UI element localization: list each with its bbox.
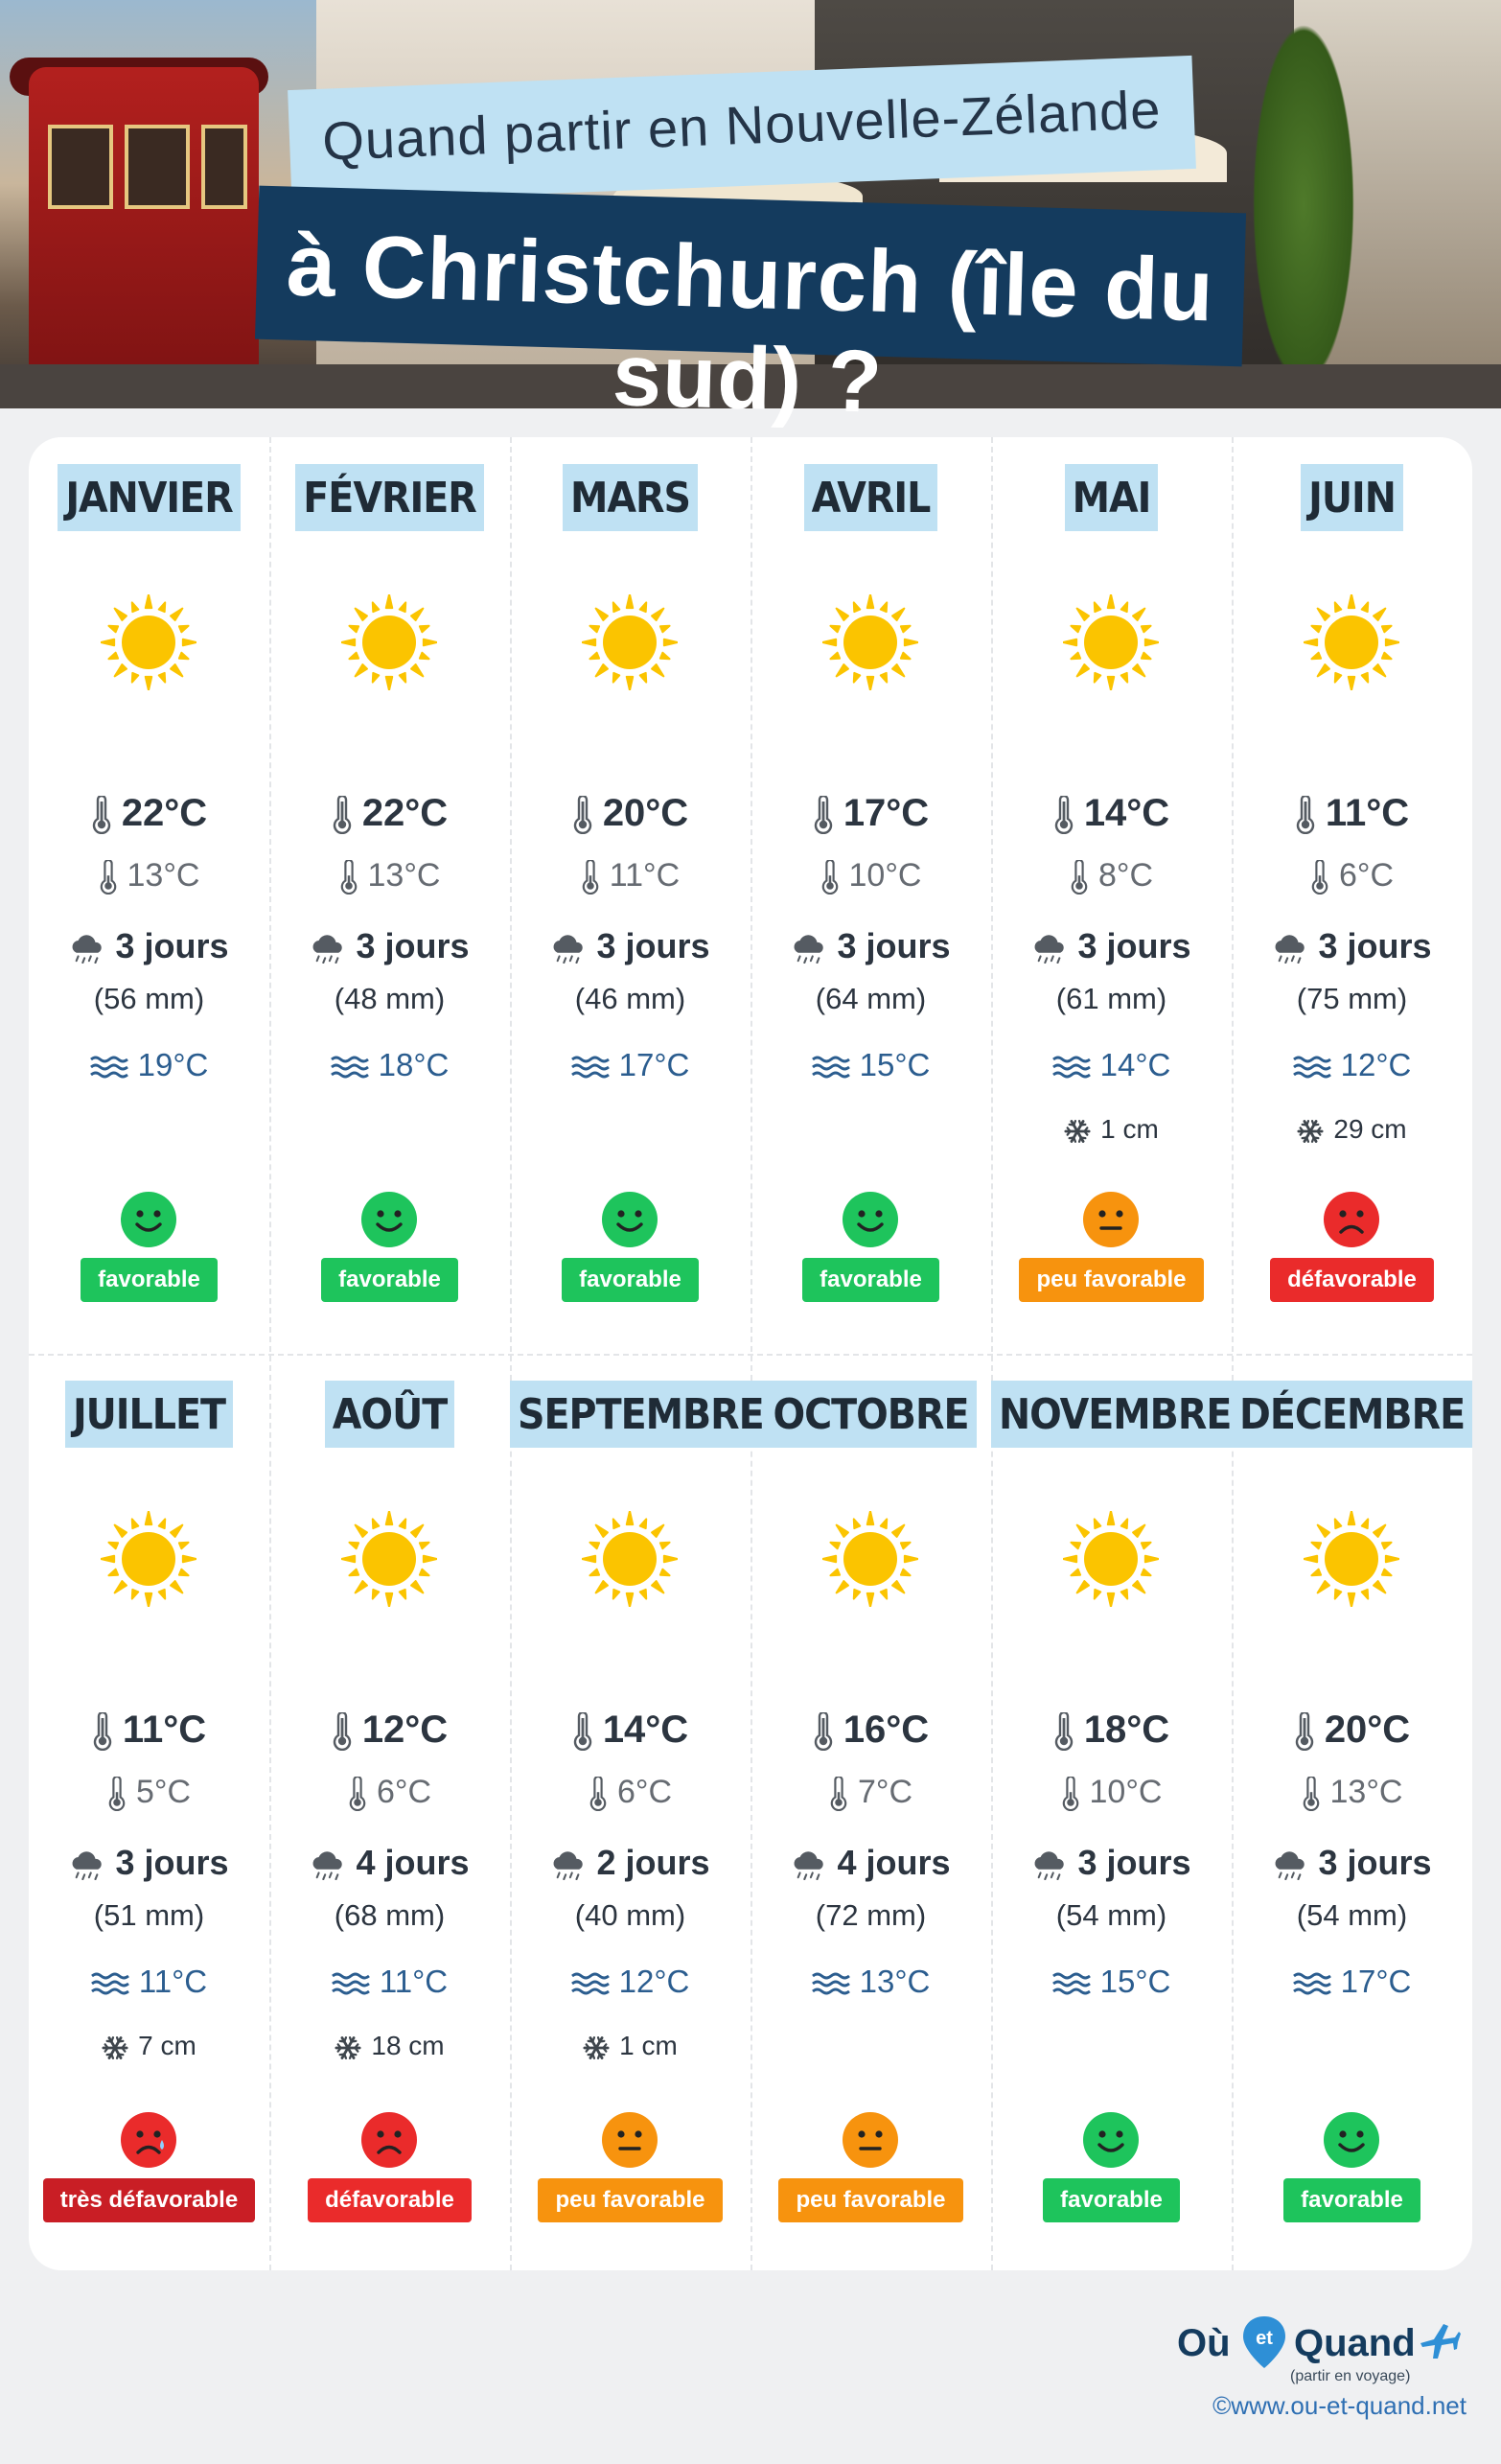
thermometer-full-icon — [572, 1712, 593, 1751]
map-pin-icon — [1240, 2314, 1288, 2370]
waves-icon — [1052, 1056, 1091, 1079]
thermometer-low-icon — [1302, 1777, 1321, 1811]
rating-badge: peu favorable — [778, 2178, 962, 2222]
rain-cloud-icon — [550, 933, 587, 964]
rain-cloud-icon — [1272, 1849, 1308, 1880]
min-temperature: 13°C — [1232, 1774, 1472, 1811]
happy-face-icon — [360, 1191, 418, 1248]
snowflake-icon — [1064, 1118, 1091, 1145]
rain-days: 4 jours — [750, 1843, 991, 1883]
max-temperature: 12°C — [269, 1709, 510, 1752]
max-temperature: 17°C — [750, 792, 991, 835]
rain-cloud-icon — [69, 1849, 105, 1880]
rain-amount: (75 mm) — [1296, 982, 1408, 1015]
happy-face-icon — [1082, 2111, 1140, 2169]
rain-days: 2 jours — [510, 1843, 750, 1883]
rain-cloud-icon — [310, 1849, 346, 1880]
max-temperature: 20°C — [510, 792, 750, 835]
rain-cloud-icon — [791, 933, 827, 964]
month-column — [750, 437, 991, 1354]
neutral-face-icon — [1082, 1191, 1140, 1248]
sun-icon — [1063, 594, 1159, 690]
min-temperature: 6°C — [1232, 857, 1472, 895]
month-column — [510, 437, 750, 1354]
thermometer-low-icon — [107, 1777, 127, 1811]
website-url[interactable]: ©www.ou-et-quand.net — [1212, 2391, 1466, 2420]
max-temperature: 18°C — [991, 1709, 1232, 1752]
thermometer-full-icon — [1295, 796, 1316, 834]
ou-et-quand-logo[interactable] — [1177, 2313, 1465, 2389]
sea-temperature: 13°C — [750, 1964, 991, 2000]
month-column — [991, 1354, 1232, 2270]
logo-word-quand: Quand — [1294, 2322, 1416, 2364]
rain-amount: (48 mm) — [334, 982, 446, 1015]
sea-temperature: 11°C — [269, 1964, 510, 2000]
min-temperature: 8°C — [991, 857, 1232, 895]
min-temperature: 6°C — [269, 1774, 510, 1811]
sea-temperature: 12°C — [1232, 1047, 1472, 1083]
thermometer-full-icon — [572, 796, 593, 834]
rain-days: 3 jours — [510, 926, 750, 966]
neutral-face-icon — [842, 2111, 899, 2169]
sun-icon — [341, 594, 437, 690]
waves-icon — [332, 1972, 370, 1995]
climate-calendar-card — [29, 437, 1472, 2270]
thermometer-low-icon — [348, 1777, 367, 1811]
waves-icon — [1293, 1056, 1331, 1079]
max-temperature: 20°C — [1232, 1709, 1472, 1752]
month-name: AVRIL — [804, 464, 938, 531]
sad-face-icon — [360, 2111, 418, 2169]
rating-badge: favorable — [1283, 2178, 1420, 2222]
month-column — [1232, 437, 1472, 1354]
rating-badge: peu favorable — [1019, 1258, 1203, 1302]
thermometer-full-icon — [1053, 796, 1074, 834]
title-line-1: Quand partir en Nouvelle-Zélande — [288, 56, 1196, 203]
month-name: MARS — [563, 464, 698, 531]
happy-face-icon — [1323, 2111, 1380, 2169]
rain-amount: (61 mm) — [1055, 982, 1167, 1015]
logo-tagline: (partir en voyage) — [1290, 2368, 1411, 2384]
sea-temperature: 14°C — [991, 1047, 1232, 1083]
waves-icon — [90, 1056, 128, 1079]
min-temperature: 10°C — [991, 1774, 1232, 1811]
month-name: NOVEMBRE — [991, 1381, 1238, 1448]
sea-temperature: 17°C — [1232, 1964, 1472, 2000]
rain-amount: (51 mm) — [93, 1898, 205, 1932]
month-column — [29, 1354, 269, 2270]
snowfall: 18 cm — [269, 2031, 510, 2061]
rain-amount: (56 mm) — [93, 982, 205, 1015]
rain-amount: (72 mm) — [815, 1898, 927, 1932]
month-name: JANVIER — [58, 464, 240, 531]
month-column — [1232, 1354, 1472, 2270]
thermometer-full-icon — [813, 796, 834, 834]
rain-cloud-icon — [1031, 933, 1068, 964]
month-name: FÉVRIER — [295, 464, 483, 531]
title-line-2: à Christchurch (île du sud) ? — [255, 186, 1246, 367]
month-name: SEPTEMBRE — [510, 1381, 772, 1448]
rain-days: 3 jours — [991, 1843, 1232, 1883]
thermometer-low-icon — [589, 1777, 608, 1811]
rating-badge: favorable — [802, 1258, 939, 1302]
snowflake-icon — [583, 2034, 610, 2061]
rating-badge: défavorable — [308, 2178, 472, 2222]
waves-icon — [571, 1056, 610, 1079]
thermometer-low-icon — [820, 860, 840, 895]
thermometer-low-icon — [1061, 1777, 1080, 1811]
rain-days: 3 jours — [1232, 1843, 1472, 1883]
snowfall: 1 cm — [991, 1114, 1232, 1145]
rain-days: 4 jours — [269, 1843, 510, 1883]
rating-badge: favorable — [321, 1258, 458, 1302]
sea-temperature: 11°C — [29, 1964, 269, 2000]
min-temperature: 13°C — [29, 857, 269, 895]
waves-icon — [812, 1056, 850, 1079]
sea-temperature: 12°C — [510, 1964, 750, 2000]
rain-cloud-icon — [550, 1849, 587, 1880]
rain-amount: (40 mm) — [574, 1898, 686, 1932]
thermometer-low-icon — [581, 860, 600, 895]
crying-face-icon — [120, 2111, 177, 2169]
rain-amount: (46 mm) — [574, 982, 686, 1015]
happy-face-icon — [120, 1191, 177, 1248]
max-temperature: 11°C — [29, 1709, 269, 1752]
waves-icon — [91, 1972, 129, 1995]
sun-icon — [341, 1511, 437, 1607]
neutral-face-icon — [601, 2111, 658, 2169]
thermometer-full-icon — [1294, 1712, 1315, 1751]
max-temperature: 22°C — [29, 792, 269, 835]
logo-word-et: et — [1256, 2328, 1273, 2349]
thermometer-low-icon — [1070, 860, 1089, 895]
snowflake-icon — [1297, 1118, 1324, 1145]
max-temperature: 16°C — [750, 1709, 991, 1752]
snowfall: 7 cm — [29, 2031, 269, 2061]
rating-badge: très défavorable — [43, 2178, 255, 2222]
sun-icon — [822, 594, 918, 690]
sea-temperature: 19°C — [29, 1047, 269, 1083]
sun-icon — [582, 594, 678, 690]
thermometer-full-icon — [813, 1712, 834, 1751]
max-temperature: 22°C — [269, 792, 510, 835]
month-column — [991, 437, 1232, 1354]
rain-amount: (54 mm) — [1055, 1898, 1167, 1932]
thermometer-low-icon — [829, 1777, 848, 1811]
waves-icon — [1293, 1972, 1331, 1995]
happy-face-icon — [842, 1191, 899, 1248]
min-temperature: 5°C — [29, 1774, 269, 1811]
happy-face-icon — [601, 1191, 658, 1248]
waves-icon — [571, 1972, 610, 1995]
thermometer-low-icon — [1310, 860, 1329, 895]
rating-badge: favorable — [81, 1258, 218, 1302]
rating-badge: favorable — [562, 1258, 699, 1302]
rain-cloud-icon — [1031, 1849, 1068, 1880]
airplane-icon — [1417, 2318, 1461, 2362]
thermometer-low-icon — [99, 860, 118, 895]
rating-badge: peu favorable — [538, 2178, 722, 2222]
tram-image — [29, 67, 259, 408]
rain-cloud-icon — [310, 933, 346, 964]
min-temperature: 13°C — [269, 857, 510, 895]
thermometer-full-icon — [92, 1712, 113, 1751]
sun-icon — [582, 1511, 678, 1607]
month-column — [269, 1354, 510, 2270]
snowflake-icon — [335, 2034, 361, 2061]
rating-badge: défavorable — [1270, 1258, 1434, 1302]
month-column — [750, 1354, 991, 2270]
waves-icon — [812, 1972, 850, 1995]
waves-icon — [331, 1056, 369, 1079]
rating-badge: favorable — [1043, 2178, 1180, 2222]
sea-temperature: 18°C — [269, 1047, 510, 1083]
rain-days: 3 jours — [29, 1843, 269, 1883]
thermometer-full-icon — [332, 796, 353, 834]
sun-icon — [1304, 594, 1399, 690]
month-name: JUIN — [1301, 464, 1403, 531]
min-temperature: 7°C — [750, 1774, 991, 1811]
min-temperature: 6°C — [510, 1774, 750, 1811]
sun-icon — [101, 594, 196, 690]
sea-temperature: 15°C — [750, 1047, 991, 1083]
rain-cloud-icon — [1272, 933, 1308, 964]
snowflake-icon — [102, 2034, 128, 2061]
sun-icon — [822, 1511, 918, 1607]
rain-amount: (64 mm) — [815, 982, 927, 1015]
rain-amount: (54 mm) — [1296, 1898, 1408, 1932]
rain-days: 3 jours — [29, 926, 269, 966]
rain-days: 3 jours — [991, 926, 1232, 966]
rain-cloud-icon — [791, 1849, 827, 1880]
rain-days: 3 jours — [269, 926, 510, 966]
thermometer-full-icon — [1053, 1712, 1074, 1751]
sea-temperature: 17°C — [510, 1047, 750, 1083]
sun-icon — [101, 1511, 196, 1607]
month-name: OCTOBRE — [765, 1381, 976, 1448]
month-name: AOÛT — [325, 1381, 454, 1448]
month-name: DÉCEMBRE — [1232, 1381, 1472, 1448]
max-temperature: 14°C — [510, 1709, 750, 1752]
rain-amount: (68 mm) — [334, 1898, 446, 1932]
month-column — [269, 437, 510, 1354]
sun-icon — [1304, 1511, 1399, 1607]
thermometer-low-icon — [339, 860, 358, 895]
max-temperature: 11°C — [1232, 792, 1472, 835]
month-column — [29, 437, 269, 1354]
month-name: JUILLET — [65, 1381, 233, 1448]
waves-icon — [1052, 1972, 1091, 1995]
sea-temperature: 15°C — [991, 1964, 1232, 2000]
month-column — [510, 1354, 764, 2270]
max-temperature: 14°C — [991, 792, 1232, 835]
logo-word-ou: Où — [1177, 2322, 1231, 2364]
thermometer-full-icon — [91, 796, 112, 834]
month-name: MAI — [1065, 464, 1159, 531]
snowfall: 1 cm — [510, 2031, 750, 2061]
min-temperature: 11°C — [510, 857, 750, 895]
min-temperature: 10°C — [750, 857, 991, 895]
snowfall: 29 cm — [1232, 1114, 1472, 1145]
rain-days: 3 jours — [1232, 926, 1472, 966]
sad-face-icon — [1323, 1191, 1380, 1248]
sun-icon — [1063, 1511, 1159, 1607]
rain-days: 3 jours — [750, 926, 991, 966]
thermometer-full-icon — [332, 1712, 353, 1751]
rain-cloud-icon — [69, 933, 105, 964]
